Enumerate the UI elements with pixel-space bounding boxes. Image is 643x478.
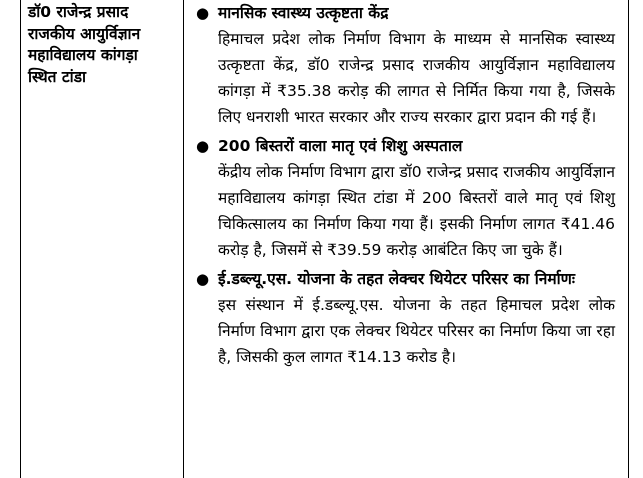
project-description: हिमाचल प्रदेश लोक निर्माण विभाग के माध्यम से मानसिक स्वास्थ्य उत्कृष्टता केंद्र, डॉ0 राजेन्द्र प्रसाद राजकीय आयुर्विज्ञान महाविद्यालय कांगड़ा में ₹35.38 करोड़ की लागत से निर्मित किया गया है, जिसके लिए धनराशी भारत सरकार और राज्य सरकार द्वारा प्रदान की गई हैं। <box>218 30 615 126</box>
project-item <box>193 266 615 370</box>
institution-name-line: महाविद्यालय कांगड़ा <box>28 46 138 64</box>
project-item <box>193 0 615 130</box>
project-description: केंद्रीय लोक निर्माण विभाग द्वारा डॉ0 राजेन्द्र प्रसाद राजकीय आयुर्विज्ञान महाविद्यालय कांगड़ा स्थित टांडा में 200 बिस्तरों वाले मातृ एवं शिशु चिकित्सालय का निर्माण किया गया हैं। इसकी निर्माण लागत ₹41.46 करोड़ है, जिसमें से ₹39.59 करोड़ आबंटित किए जा चुके हैं। <box>218 163 615 259</box>
table-border-right <box>628 0 629 478</box>
project-heading: मानसिक स्वास्थ्य उत्कृष्टता केंद्र <box>218 4 389 22</box>
table-border-left <box>20 0 21 478</box>
bullet-icon: ● <box>196 137 210 155</box>
institution-name-cell <box>28 2 176 88</box>
table-border-middle <box>183 0 184 478</box>
project-details-cell <box>193 0 615 370</box>
project-item <box>193 133 615 263</box>
institution-name-line: राजकीय आयुर्विज्ञान <box>28 24 141 43</box>
project-description: इस संस्थान में ई.डब्ल्यू.एस. योजना के तहत हिमाचल प्रदेश लोक निर्माण विभाग द्वारा एक लेक्चर थियेटर परिसर का निर्माण किया जा रहा है, जिसकी कुल लागत ₹14.13 करोड है। <box>218 296 615 366</box>
institution-name-line: डॉ0 राजेन्द्र प्रसाद <box>28 3 129 21</box>
bullet-icon: ● <box>196 270 210 288</box>
project-heading: 200 बिस्तरों वाला मातृ एवं शिशु अस्पताल <box>218 137 463 155</box>
project-heading: ई.डब्ल्यू.एस. योजना के तहत लेक्चर थियेटर परिसर का निर्माणः <box>218 270 575 288</box>
bullet-icon: ● <box>196 4 210 22</box>
institution-name-line: स्थित टांडा <box>28 67 87 86</box>
